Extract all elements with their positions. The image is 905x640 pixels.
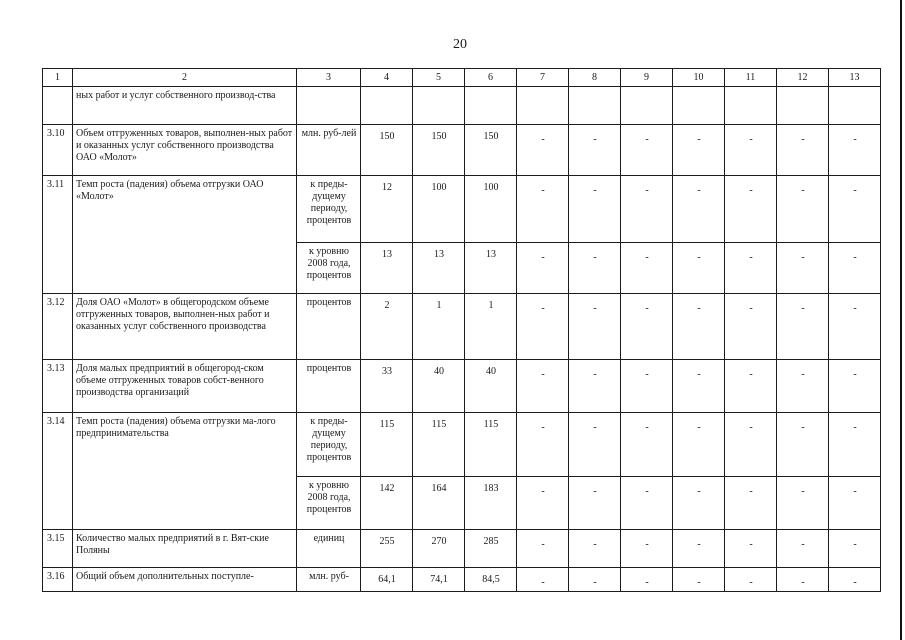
value-cell-col5: 270 — [413, 530, 465, 568]
value-cell-col5: 74,1 — [413, 568, 465, 592]
value-cell-col11: - — [725, 568, 777, 592]
value-cell-col11: - — [725, 360, 777, 413]
header-cell: 9 — [621, 69, 673, 87]
scan-edge-line — [900, 0, 902, 640]
value-cell-col4 — [361, 87, 413, 125]
unit-cell: млн. руб-лей — [297, 125, 361, 176]
value-cell-col4: 12 — [361, 176, 413, 243]
value-cell-col8: - — [569, 413, 621, 477]
value-cell-col5 — [413, 87, 465, 125]
value-cell-col11: - — [725, 176, 777, 243]
table-row — [43, 530, 881, 568]
header-cell: 7 — [517, 69, 569, 87]
unit-cell: к уровню 2008 года, процентов — [297, 477, 361, 530]
value-cell-col12: - — [777, 413, 829, 477]
table-row — [43, 176, 881, 243]
value-cell-col12: - — [777, 294, 829, 360]
value-cell-col12 — [777, 87, 829, 125]
table-row — [43, 87, 881, 125]
value-cell-col9: - — [621, 413, 673, 477]
value-cell-col7: - — [517, 243, 569, 294]
value-cell-col11: - — [725, 243, 777, 294]
indicator-name-cell: ных работ и услуг собственного производ-ства — [73, 87, 297, 125]
value-cell-col4: 13 — [361, 243, 413, 294]
row-number-cell — [43, 87, 73, 125]
value-cell-col13: - — [829, 530, 881, 568]
value-cell-col9: - — [621, 568, 673, 592]
value-cell-col6: 13 — [465, 243, 517, 294]
value-cell-col10 — [673, 87, 725, 125]
value-cell-col13: - — [829, 477, 881, 530]
indicator-name-cell: Темп роста (падения) объема отгрузки ма-лого предпринимательства — [73, 413, 297, 530]
row-number-cell: 3.16 — [43, 568, 73, 592]
value-cell-col5: 115 — [413, 413, 465, 477]
table-row — [43, 294, 881, 360]
header-cell: 5 — [413, 69, 465, 87]
value-cell-col7: - — [517, 294, 569, 360]
value-cell-col9: - — [621, 477, 673, 530]
value-cell-col5: 100 — [413, 176, 465, 243]
value-cell-col8: - — [569, 477, 621, 530]
value-cell-col11: - — [725, 294, 777, 360]
indicator-name-cell: Доля малых предприятий в общегород-ском объеме отгруженных товаров собст-венного производства организаций — [73, 360, 297, 413]
unit-cell — [297, 87, 361, 125]
value-cell-col4: 64,1 — [361, 568, 413, 592]
value-cell-col12: - — [777, 530, 829, 568]
value-cell-col6 — [465, 87, 517, 125]
header-cell: 3 — [297, 69, 361, 87]
indicator-name-cell: Общий объем дополнительных поступле- — [73, 568, 297, 592]
value-cell-col8: - — [569, 530, 621, 568]
value-cell-col13: - — [829, 568, 881, 592]
table-row — [43, 125, 881, 176]
unit-cell: процентов — [297, 294, 361, 360]
value-cell-col11: - — [725, 530, 777, 568]
row-number-cell: 3.15 — [43, 530, 73, 568]
value-cell-col13: - — [829, 413, 881, 477]
page-number: 20 — [453, 37, 467, 52]
value-cell-col9: - — [621, 243, 673, 294]
value-cell-col13 — [829, 87, 881, 125]
header-cell: 1 — [43, 69, 73, 87]
table-row — [43, 360, 881, 413]
value-cell-col10: - — [673, 413, 725, 477]
value-cell-col9 — [621, 87, 673, 125]
value-cell-col10: - — [673, 530, 725, 568]
value-cell-col12: - — [777, 125, 829, 176]
unit-cell: к преды-дущему периоду, процентов — [297, 176, 361, 243]
indicator-name-cell: Доля ОАО «Молот» в общегородском объеме отгруженных товаров, выполнен-ных работ и оказанных услуг собственного производства — [73, 294, 297, 360]
value-cell-col7: - — [517, 360, 569, 413]
row-number-cell: 3.13 — [43, 360, 73, 413]
value-cell-col11 — [725, 87, 777, 125]
value-cell-col12: - — [777, 360, 829, 413]
table-row — [43, 413, 881, 477]
indicator-name-cell: Объем отгруженных товаров, выполнен-ных работ и оказанных услуг собственного производства ОАО «Молот» — [73, 125, 297, 176]
unit-cell: млн. руб- — [297, 568, 361, 592]
value-cell-col6: 115 — [465, 413, 517, 477]
value-cell-col10: - — [673, 568, 725, 592]
value-cell-col8: - — [569, 568, 621, 592]
indicator-name-cell: Количество малых предприятий в г. Вят-ские Поляны — [73, 530, 297, 568]
value-cell-col11: - — [725, 413, 777, 477]
value-cell-col10: - — [673, 477, 725, 530]
value-cell-col4: 2 — [361, 294, 413, 360]
value-cell-col13: - — [829, 360, 881, 413]
unit-cell: процентов — [297, 360, 361, 413]
header-cell: 4 — [361, 69, 413, 87]
indicators-table — [42, 68, 881, 592]
value-cell-col7: - — [517, 477, 569, 530]
header-cell: 12 — [777, 69, 829, 87]
value-cell-col10: - — [673, 294, 725, 360]
value-cell-col5: 1 — [413, 294, 465, 360]
value-cell-col7: - — [517, 530, 569, 568]
value-cell-col4: 142 — [361, 477, 413, 530]
value-cell-col10: - — [673, 243, 725, 294]
value-cell-col9: - — [621, 125, 673, 176]
value-cell-col9: - — [621, 294, 673, 360]
value-cell-col12: - — [777, 568, 829, 592]
value-cell-col6: 40 — [465, 360, 517, 413]
value-cell-col10: - — [673, 125, 725, 176]
value-cell-col7: - — [517, 125, 569, 176]
value-cell-col5: 164 — [413, 477, 465, 530]
value-cell-col8: - — [569, 176, 621, 243]
unit-cell: единиц — [297, 530, 361, 568]
value-cell-col7 — [517, 87, 569, 125]
value-cell-col6: 100 — [465, 176, 517, 243]
value-cell-col8: - — [569, 125, 621, 176]
unit-cell: к уровню 2008 года, процентов — [297, 243, 361, 294]
header-cell: 10 — [673, 69, 725, 87]
value-cell-col4: 255 — [361, 530, 413, 568]
table-row — [43, 568, 881, 592]
value-cell-col6: 150 — [465, 125, 517, 176]
row-number-cell: 3.10 — [43, 125, 73, 176]
header-cell: 8 — [569, 69, 621, 87]
value-cell-col11: - — [725, 125, 777, 176]
value-cell-col4: 115 — [361, 413, 413, 477]
value-cell-col13: - — [829, 125, 881, 176]
value-cell-col8: - — [569, 243, 621, 294]
value-cell-col12: - — [777, 243, 829, 294]
row-number-cell: 3.11 — [43, 176, 73, 294]
value-cell-col6: 84,5 — [465, 568, 517, 592]
value-cell-col9: - — [621, 530, 673, 568]
value-cell-col6: 183 — [465, 477, 517, 530]
header-cell: 2 — [73, 69, 297, 87]
header-cell: 13 — [829, 69, 881, 87]
value-cell-col12: - — [777, 477, 829, 530]
column-number-header-row — [43, 69, 881, 87]
value-cell-col7: - — [517, 176, 569, 243]
value-cell-col12: - — [777, 176, 829, 243]
value-cell-col7: - — [517, 568, 569, 592]
value-cell-col7: - — [517, 413, 569, 477]
value-cell-col13: - — [829, 294, 881, 360]
value-cell-col5: 13 — [413, 243, 465, 294]
value-cell-col8: - — [569, 294, 621, 360]
value-cell-col9: - — [621, 360, 673, 413]
value-cell-col4: 150 — [361, 125, 413, 176]
row-number-cell: 3.14 — [43, 413, 73, 530]
value-cell-col8: - — [569, 360, 621, 413]
value-cell-col9: - — [621, 176, 673, 243]
value-cell-col5: 40 — [413, 360, 465, 413]
value-cell-col10: - — [673, 360, 725, 413]
value-cell-col6: 285 — [465, 530, 517, 568]
row-number-cell: 3.12 — [43, 294, 73, 360]
value-cell-col11: - — [725, 477, 777, 530]
value-cell-col5: 150 — [413, 125, 465, 176]
value-cell-col13: - — [829, 176, 881, 243]
unit-cell: к преды-дущему периоду, процентов — [297, 413, 361, 477]
value-cell-col6: 1 — [465, 294, 517, 360]
indicator-name-cell: Темп роста (падения) объема отгрузки ОАО «Молот» — [73, 176, 297, 294]
header-cell: 6 — [465, 69, 517, 87]
value-cell-col10: - — [673, 176, 725, 243]
value-cell-col13: - — [829, 243, 881, 294]
value-cell-col8 — [569, 87, 621, 125]
header-cell: 11 — [725, 69, 777, 87]
value-cell-col4: 33 — [361, 360, 413, 413]
